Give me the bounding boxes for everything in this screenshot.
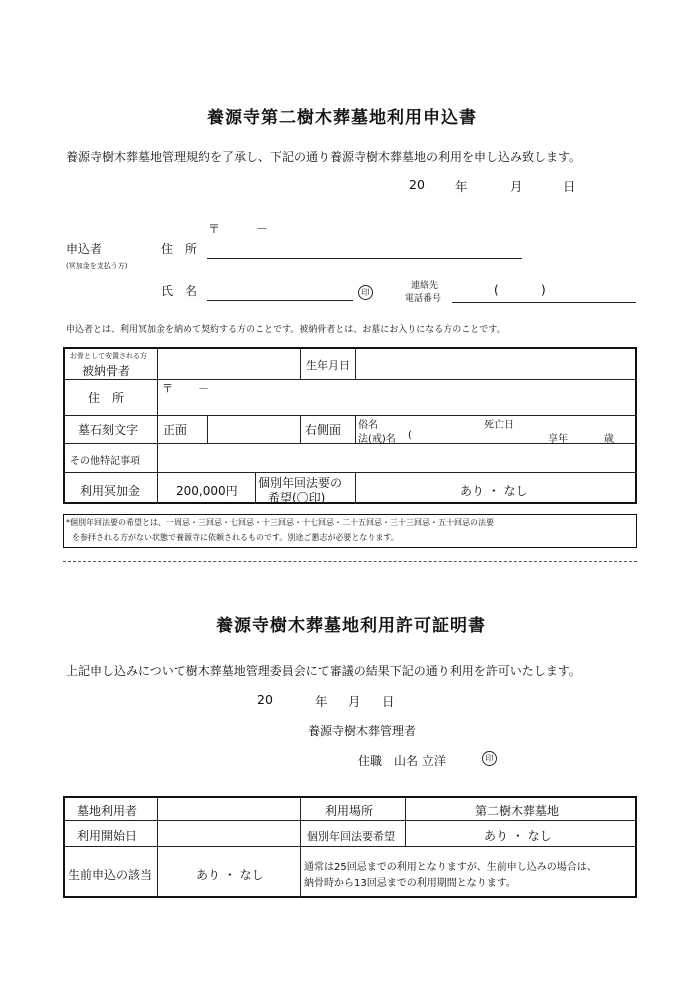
birthdate-label: 生年月日 xyxy=(306,359,350,372)
place-label: 利用場所 xyxy=(325,804,374,818)
dharma-name-label: 法(戒)名 xyxy=(358,434,396,445)
date-era: 20 xyxy=(409,177,425,192)
phone-paren-open: ( xyxy=(494,283,499,297)
inscription-label: 墓石刻文字 xyxy=(78,423,139,437)
memorial-options[interactable]: あり ・ なし xyxy=(460,484,528,498)
fee-value: 200,000円 xyxy=(176,484,238,498)
permit-title: 養源寺樹木葬墓地利用許可証明書 xyxy=(216,616,486,636)
table-postal-dash: － xyxy=(198,382,209,395)
applicant-label: 申込者 xyxy=(66,242,103,256)
application-table xyxy=(63,347,637,504)
fee-label: 利用冥加金 xyxy=(80,484,141,498)
address-label: 住 所 xyxy=(161,242,198,256)
permit-note-line2: 納骨時から13回忌までの利用期間となります。 xyxy=(304,878,516,889)
footnote-line2: を参拝される方がない状態で養源寺に依頼されるものです。別途ご懇志が必要となります。 xyxy=(72,533,399,542)
common-name-label: 俗名 xyxy=(358,420,378,431)
memorial-label-2: 希望(〇印) xyxy=(268,491,326,505)
table-address-label: 住 所 xyxy=(88,391,125,405)
start-label: 利用開始日 xyxy=(77,829,138,843)
phone-paren-close: ) xyxy=(541,283,546,297)
place-value: 第二樹木葬墓地 xyxy=(475,804,560,818)
date-year: 年 xyxy=(455,179,468,194)
phone-field[interactable] xyxy=(452,302,636,303)
separator-line xyxy=(63,561,637,562)
name-label: 氏 名 xyxy=(161,284,198,298)
applicant-note: (冥加金を支払う方) xyxy=(66,262,128,270)
user-label: 墓地利用者 xyxy=(77,804,138,818)
name-field[interactable] xyxy=(207,300,353,301)
deceased-note: お骨として安置される方 xyxy=(70,352,147,360)
permit-date-year: 年 xyxy=(315,694,328,709)
permit-memorial-label: 個別年回法要希望 xyxy=(307,830,395,843)
footnote-line1: *個別年回法要の希望とは、一周忌・三回忌・七回忌・十三回忌・十七回忌・二十五回忌・三十三回忌・五十回忌の法要 xyxy=(66,518,494,527)
definition-note: 申込者とは、利用冥加金を納めて契約する方のことです。被納骨者とは、お墓にお入りになる方のことです。 xyxy=(66,325,506,335)
age-unit: 歳 xyxy=(604,434,614,445)
dharma-paren: ( xyxy=(408,430,412,441)
phone-label: 電話番号 xyxy=(405,294,442,304)
permit-note-line1: 通常は25回忌までの利用となりますが、生前申し込みの場合は、 xyxy=(304,862,597,873)
permit-person: 住職 山名 立洋 xyxy=(358,754,446,768)
address-field[interactable] xyxy=(207,258,522,259)
contact-label: 連絡先 xyxy=(411,281,439,291)
seal-icon: 印 xyxy=(358,285,373,300)
permit-intro: 上記申し込みについて樹木葬墓地管理委員会にて審議の結果下記の通り利用を許可いたします。 xyxy=(66,664,581,678)
application-intro: 養源寺樹木葬墓地管理規約を了承し、下記の通り養源寺樹木葬墓地の利用を申し込み致します。 xyxy=(66,150,582,164)
date-month: 月 xyxy=(510,179,523,194)
permit-date-era: 20 xyxy=(257,692,273,707)
pre-label: 生前申込の該当 xyxy=(68,868,153,882)
table-postal-mark: 〒 xyxy=(162,382,173,395)
right-side-label: 右側面 xyxy=(305,423,342,437)
permit-memorial-options[interactable]: あり ・ なし xyxy=(484,829,552,843)
other-label: その他特記事項 xyxy=(70,456,140,467)
death-date-label: 死亡日 xyxy=(484,420,514,431)
memorial-label-1: 個別年回法要の xyxy=(258,476,343,490)
permit-org: 養源寺樹木葬管理者 xyxy=(308,724,417,738)
date-day: 日 xyxy=(563,179,576,194)
permit-seal-icon: 印 xyxy=(482,751,497,766)
front-label: 正面 xyxy=(163,423,188,437)
pre-options[interactable]: あり ・ なし xyxy=(196,868,264,882)
age-label: 享年 xyxy=(548,434,568,445)
permit-date-month: 月 xyxy=(348,694,361,709)
postal-dash: － xyxy=(256,222,269,236)
deceased-label: 被納骨者 xyxy=(82,364,131,378)
application-title: 養源寺第二樹木葬墓地利用申込書 xyxy=(207,108,477,128)
permit-date-day: 日 xyxy=(382,694,395,709)
postal-mark: 〒 xyxy=(208,222,221,236)
